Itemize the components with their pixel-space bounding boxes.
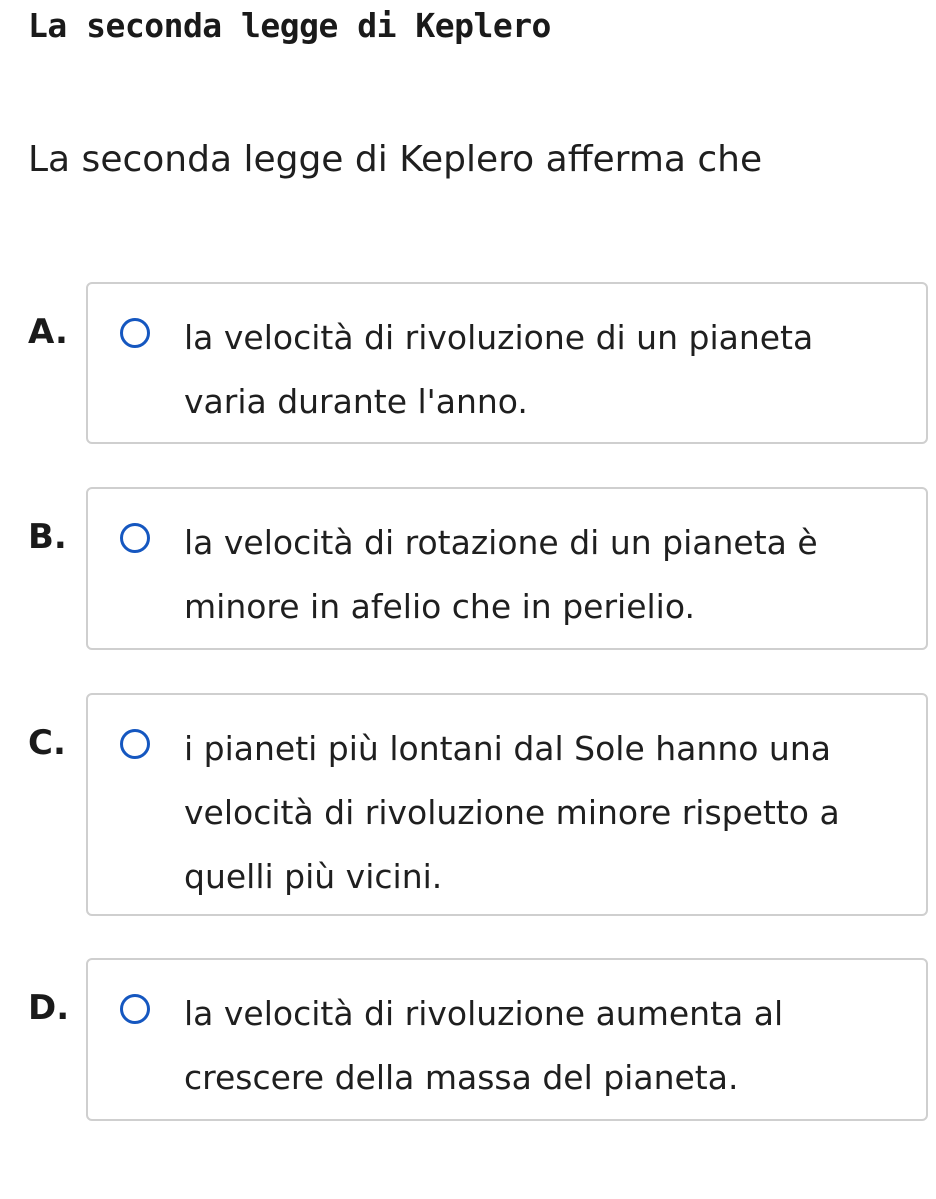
option-label: la velocità di rivoluzione di un pianeta varia durante l'anno. [184,318,814,421]
option-letter: B. [28,517,67,557]
option-letter: D. [28,988,70,1028]
question-text: La seconda legge di Keplero afferma che [28,139,763,180]
radio-button-icon[interactable] [120,729,150,759]
option-label: la velocità di rotazione di un pianeta è minore in afelio che in perielio. [184,523,818,626]
option-label: i pianeti più lontani dal Sole hanno una velocità di rivoluzione minore rispetto a quelli più vicini. [184,729,840,896]
option-label: la velocità di rivoluzione aumenta al crescere della massa del pianeta. [184,994,784,1097]
option-card-a[interactable] [86,282,928,444]
option-letter: C. [28,723,66,763]
option-card-d[interactable] [86,958,928,1121]
option-card-b[interactable] [86,487,928,650]
radio-button-icon[interactable] [120,994,150,1024]
page-title: La seconda legge di Keplero [28,6,551,45]
radio-button-icon[interactable] [120,318,150,348]
option-card-c[interactable] [86,693,928,916]
option-letter: A. [28,312,68,352]
radio-button-icon[interactable] [120,523,150,553]
